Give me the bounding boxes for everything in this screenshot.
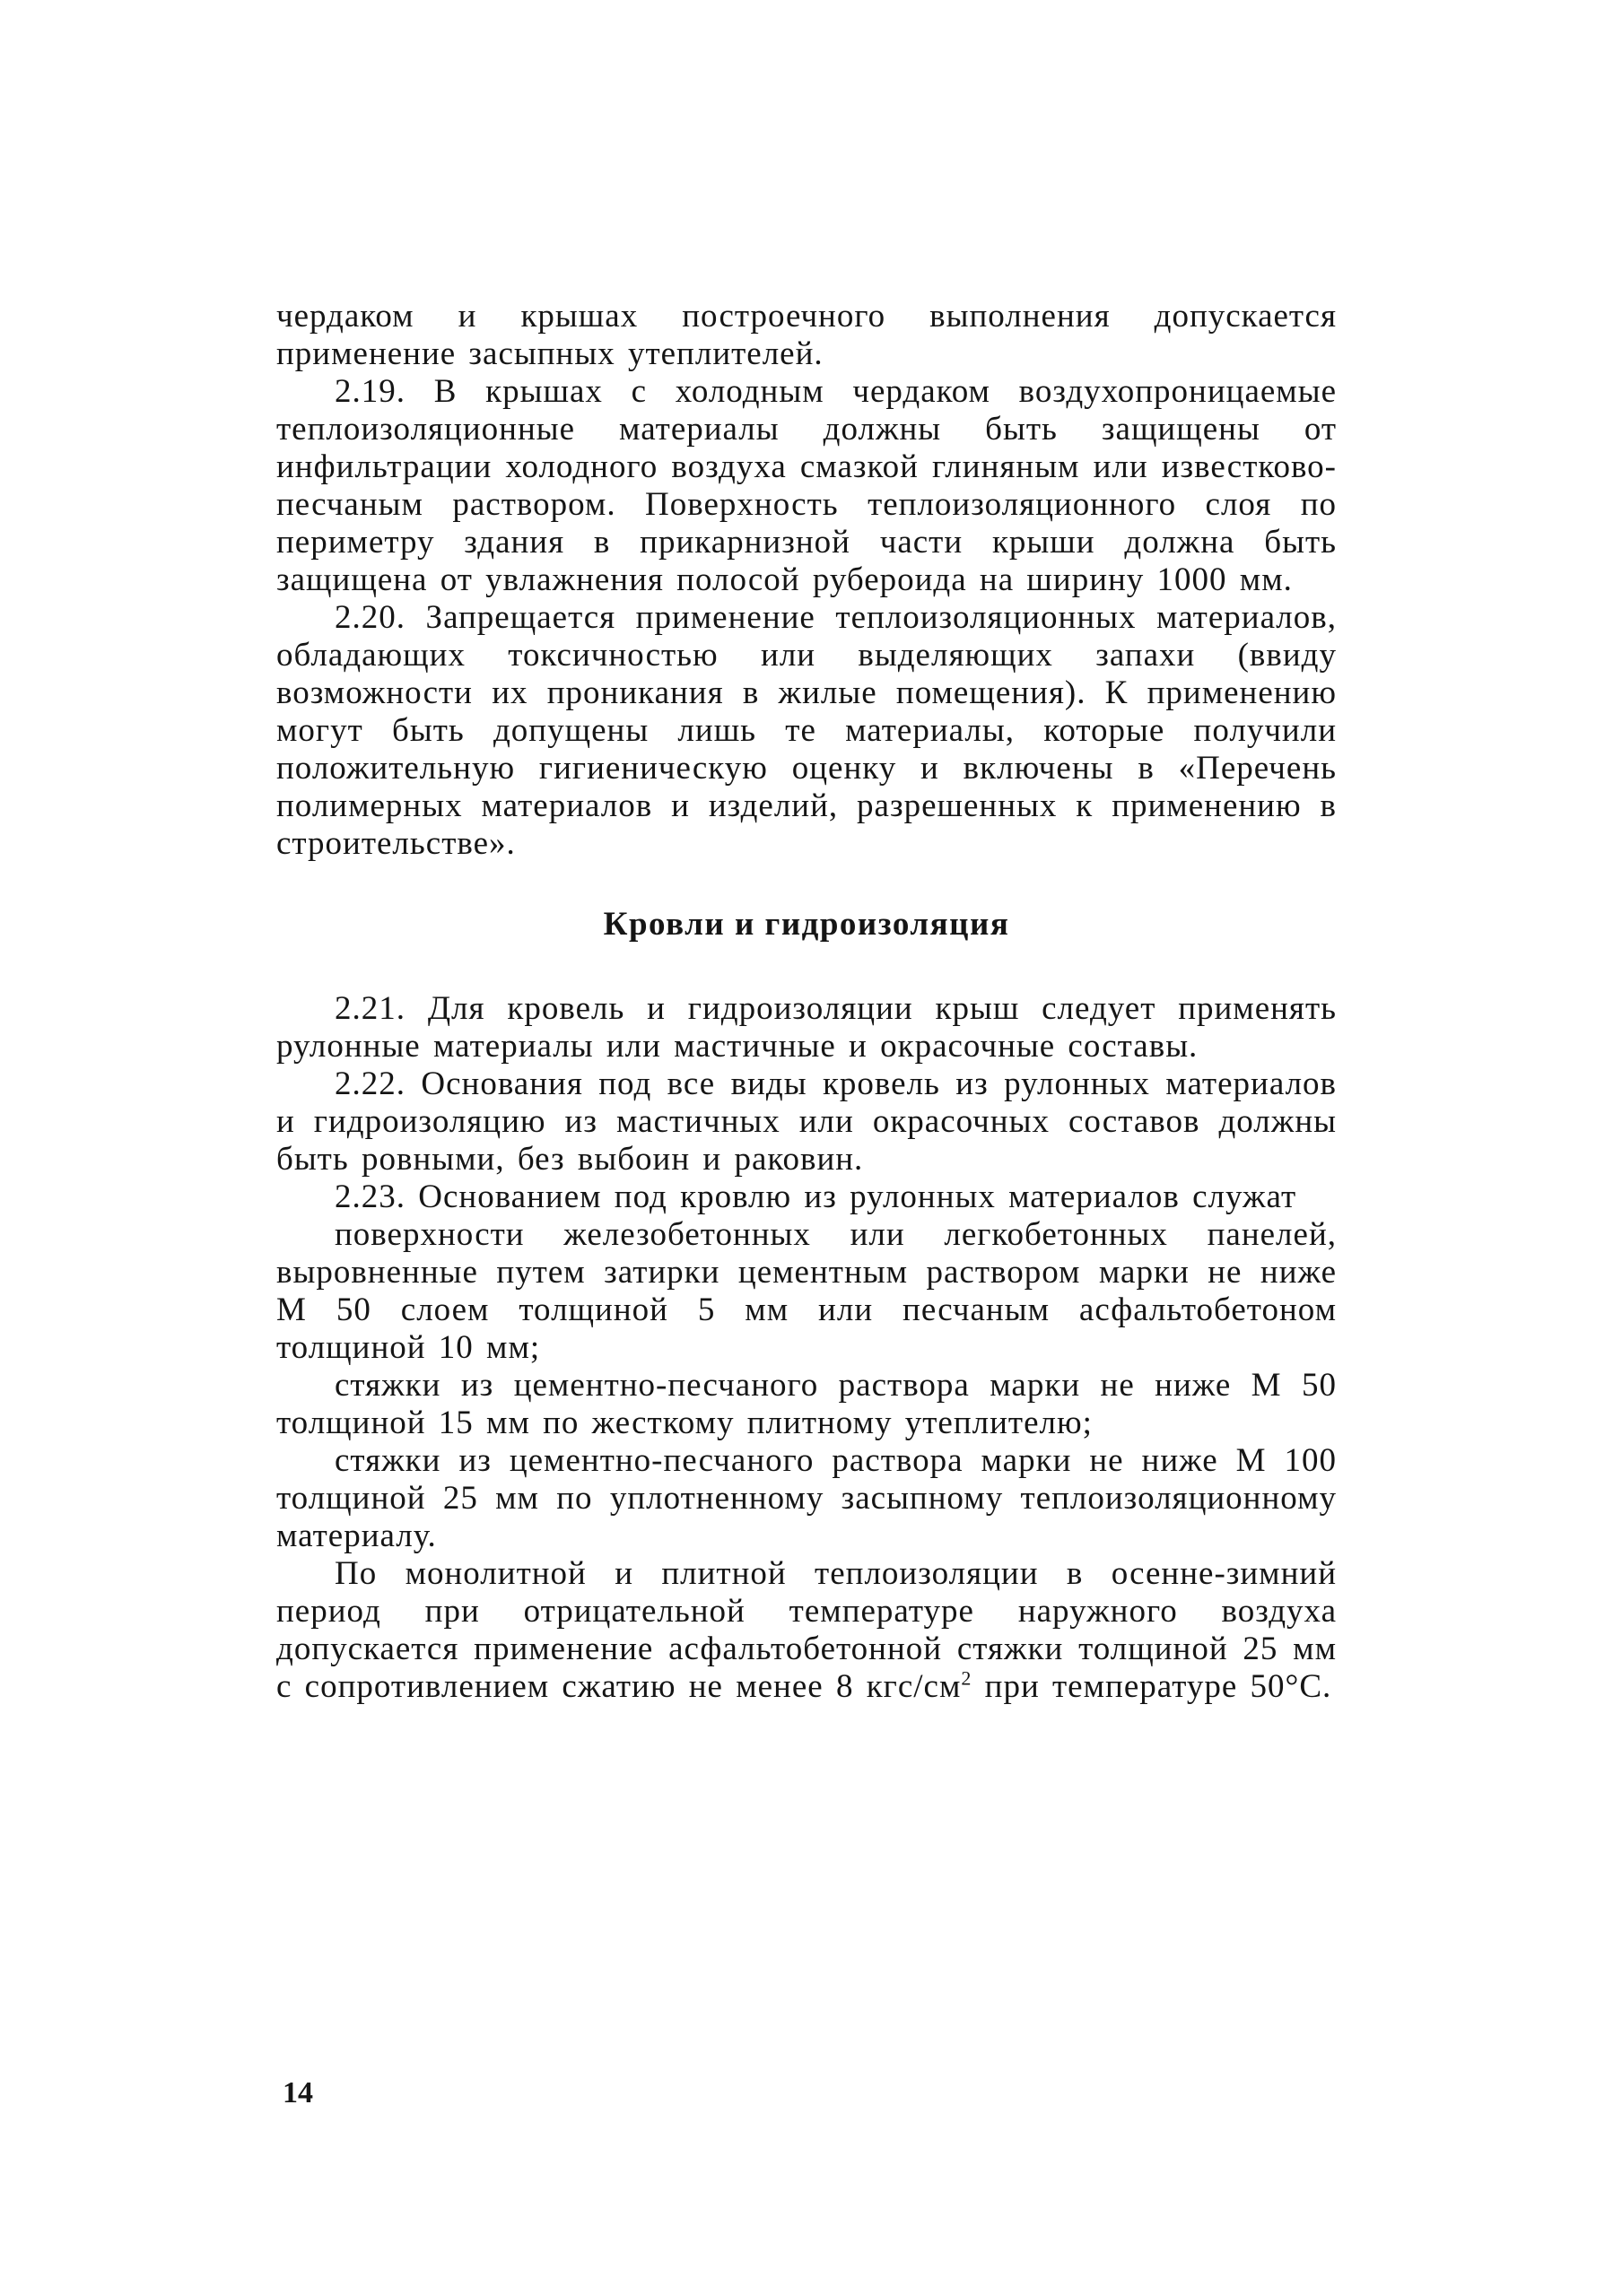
paragraph-2-21: 2.21. Для кровель и гидроизоляции крыш следует применять рулонные материалы или мастичные и окрасочные составы. (276, 990, 1337, 1065)
paragraph-2-20: 2.20. Запрещается применение теплоизоляционных материалов, обладающих токсичностью или выделяющих запахи (ввиду возможности их проникания в жилые помещения). К применению могут быть допущены лишь те материалы, которые получили положительную гигиеническую оценку и включены в «Перечень полимерных материалов и изделий, разрешенных к применению в строительстве». (276, 599, 1337, 862)
list-item-panels: поверхности железобетонных или легкобетонных панелей, выровненные путем затирки цементным раствором марки не ниже М 50 слоем толщиной 5 мм или песчаным асфальтобетоном толщиной 10 мм; (276, 1216, 1337, 1366)
list-item-screed-m100: стяжки из цементно-песчаного раствора марки не ниже М 100 толщиной 25 мм по уплотненному засыпному теплоизоляционному материалу. (276, 1442, 1337, 1554)
paragraph-continuation: чердаком и крышах построечного выполнения допускается применение засыпных утеплителей. (276, 298, 1337, 372)
paragraph-2-22: 2.22. Основания под все виды кровель из рулонных материалов и гидроизоляцию из мастичных или окрасочных составов должны быть ровными, без выбоин и раковин. (276, 1065, 1337, 1178)
paragraph-2-23: 2.23. Основанием под кровлю из рулонных материалов служат (335, 1178, 1297, 1215)
paragraph-winter-text: По монолитной и плитной теплоизоляции в осенне-зимний период при отрицательной температуре наружного воздуха допускается применение асфальтобетонной стяжки толщиной 25 мм с сопротивлением сжатию не менее 8 кгс/см (276, 1555, 1337, 1705)
paragraph-winter-screed (276, 1555, 1337, 1706)
page-number: 14 (283, 2076, 313, 2109)
paragraph-winter-text-end: при температуре 50°С. (972, 1668, 1332, 1705)
section-heading: Кровли и гидроизоляция (603, 906, 1010, 943)
paragraph-2-19: 2.19. В крышах с холодным чердаком воздухопроницаемые теплоизоляционные материалы должны быть защищены от инфильтрации холодного воздуха смазкой глиняным или известково-песчаным раствором. Поверхность теплоизоляционного слоя по периметру здания в прикарнизной части крыши должна быть защищена от увлажнения полосой рубероида на ширину 1000 мм. (276, 373, 1337, 598)
superscript: 2 (961, 1666, 972, 1690)
list-item-screed-m50: стяжки из цементно-песчаного раствора марки не ниже М 50 толщиной 15 мм по жесткому плитному утеплителю; (276, 1367, 1337, 1441)
page-body (276, 298, 1337, 1706)
